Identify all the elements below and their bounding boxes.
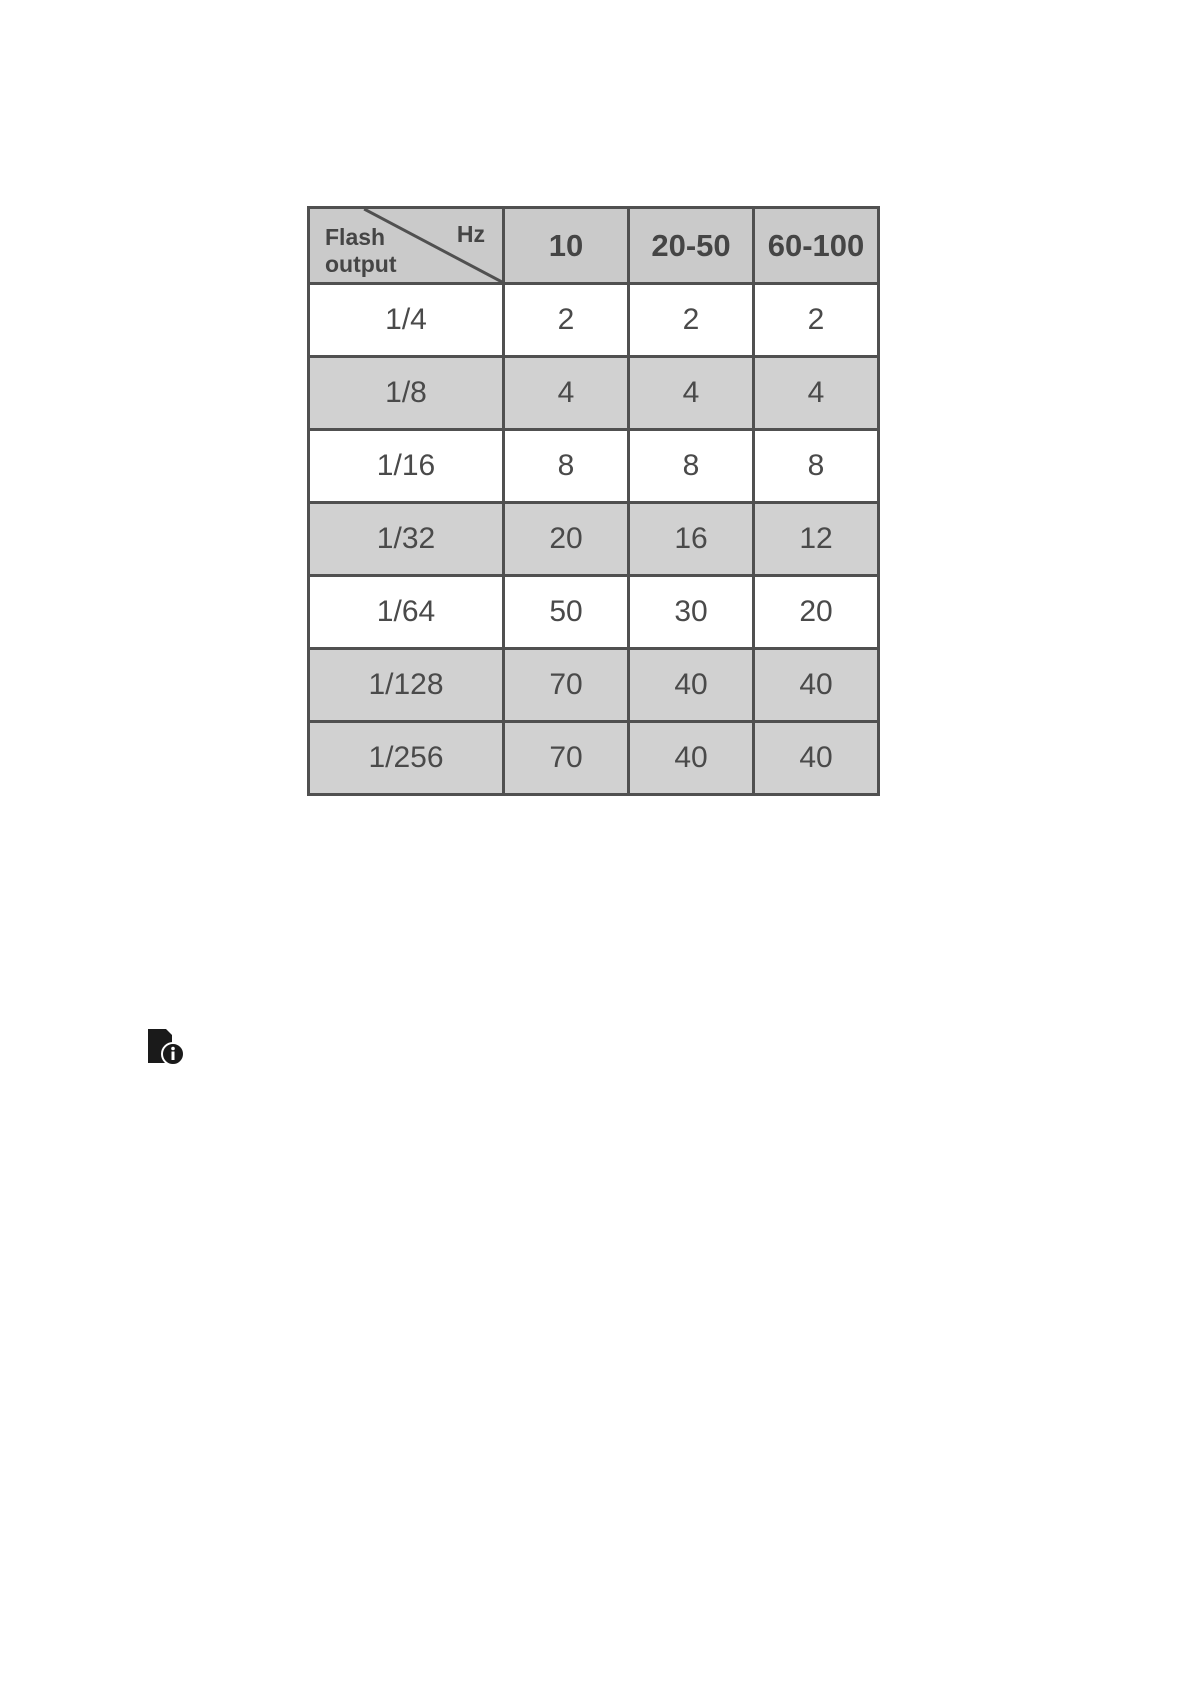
table-cell: 20 — [504, 503, 629, 576]
table-header-row — [309, 208, 879, 284]
row-label: 1/32 — [309, 503, 504, 576]
table-row — [309, 576, 879, 649]
table-row — [309, 430, 879, 503]
table-cell: 50 — [504, 576, 629, 649]
table-row — [309, 722, 879, 795]
table-row — [309, 357, 879, 430]
row-label: 1/256 — [309, 722, 504, 795]
table-cell: 2 — [754, 284, 879, 357]
flash-output-line1: Flash — [325, 224, 386, 250]
table-cell: 4 — [754, 357, 879, 430]
flash-output-label — [325, 224, 397, 278]
row-label: 1/16 — [309, 430, 504, 503]
table-cell: 70 — [504, 649, 629, 722]
flash-output-line2: output — [325, 251, 397, 277]
table-cell: 8 — [754, 430, 879, 503]
table-cell: 30 — [629, 576, 754, 649]
row-label: 1/64 — [309, 576, 504, 649]
table-cell: 40 — [754, 722, 879, 795]
table-cell: 16 — [629, 503, 754, 576]
header-cell: 60-100 — [754, 208, 879, 284]
table-row — [309, 503, 879, 576]
table-cell: 4 — [629, 357, 754, 430]
row-label: 1/8 — [309, 357, 504, 430]
header-cell: 20-50 — [629, 208, 754, 284]
table-cell: 70 — [504, 722, 629, 795]
row-label: 1/4 — [309, 284, 504, 357]
table-cell: 2 — [504, 284, 629, 357]
table-cell: 40 — [629, 649, 754, 722]
table-row — [309, 649, 879, 722]
table-cell: 8 — [504, 430, 629, 503]
row-label: 1/128 — [309, 649, 504, 722]
hz-label: Hz — [456, 221, 485, 247]
flash-frequency-table — [307, 206, 880, 796]
corner-header-cell — [309, 208, 504, 284]
table-cell: 2 — [629, 284, 754, 357]
table-cell: 8 — [629, 430, 754, 503]
info-note-icon — [146, 1027, 186, 1067]
table-cell: 40 — [754, 649, 879, 722]
table-row — [309, 284, 879, 357]
table-cell: 40 — [629, 722, 754, 795]
table-cell: 4 — [504, 357, 629, 430]
table-cell: 12 — [754, 503, 879, 576]
table-cell: 20 — [754, 576, 879, 649]
header-cell: 10 — [504, 208, 629, 284]
